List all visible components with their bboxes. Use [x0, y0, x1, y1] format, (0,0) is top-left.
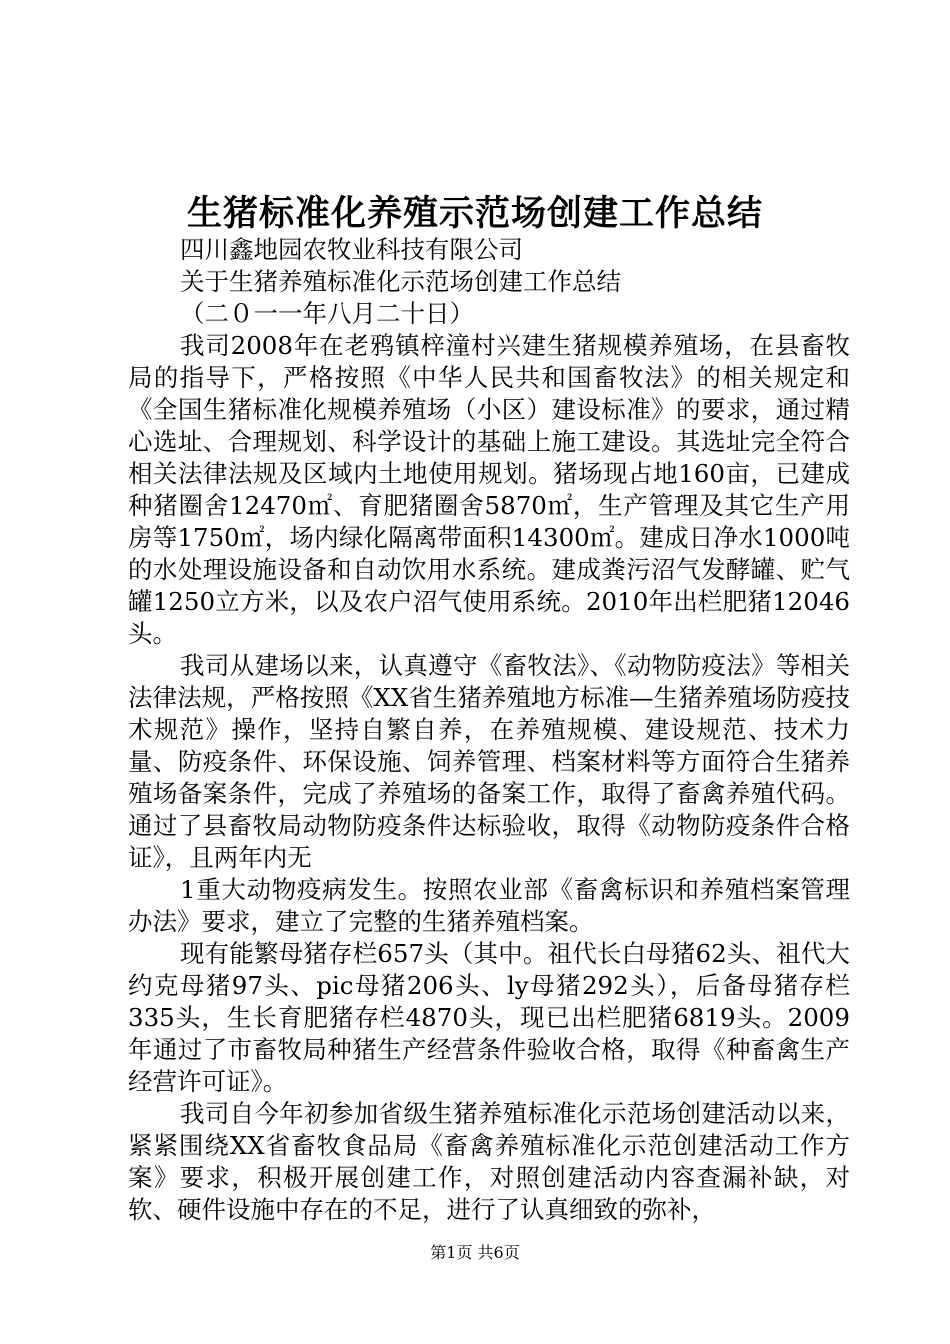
paragraph: 我司从建场以来，认真遵守《畜牧法》、《动物防疫法》等相关法律法规，严格按照《XX省生猪养殖地方标准—生猪养殖场防疫技术规范》操作，坚持自繁自养，在养殖规模、建设规范、技术力量、防疫条件、环保设施、饲养管理、档案材料等方面符合生猪养殖场备案条件，完成了养殖场的备案工作，取得了畜禽养殖代码。通过了县畜牧局动物防疫条件达标验收，取得《动物防疫条件合格证》，且两年内无: [128, 651, 850, 872]
paragraph: 1重大动物疫病发生。按照农业部《畜禽标识和养殖档案管理办法》要求，建立了完整的生猪养殖档案。: [128, 875, 850, 936]
company-name: 四川鑫地园农牧业科技有限公司: [180, 235, 523, 264]
document-title: 生猪标准化养殖示范场创建工作总结: [186, 193, 763, 234]
paragraph: 我司2008年在老鸦镇梓潼村兴建生猪规模养殖场，在县畜牧局的指导下，严格按照《中华人民共和国畜牧法》的相关规定和《全国生猪标准化规模养殖场（小区）建设标准》的要求，通过精心选址、合理规划、科学设计的基础上施工建设。其选址完全符合相关法律法规及区域内土地使用规划。猪场现占地160亩，已建成种猪圈舍12470㎡、育肥猪圈舍5870㎡，生产管理及其它生产用房等1750㎡，场内绿化隔离带面积14300㎡。建成日净水1000吨的水处理设施设备和自动饮用水系统。建成粪污沼气发酵罐、贮气罐1250立方米，以及农户沼气使用系统。2010年出栏肥猪12046头。: [128, 331, 850, 648]
paragraph: 现有能繁母猪存栏657头（其中。祖代长白母猪62头、祖代大约克母猪97头、pic母猪206头、ly母猪292头），后备母猪存栏335头，生长育肥猪存栏4870头，现已出栏肥猪6819头。2009年通过了市畜牧局种猪生产经营条件验收合格，取得《种畜禽生产经营许可证》。: [128, 939, 850, 1096]
paragraph: 我司自今年初参加省级生猪养殖标准化示范场创建活动以来，紧紧围绕XX省畜牧食品局《畜禽养殖标准化示范创建活动工作方案》要求，积极开展创建工作，对照创建活动内容查漏补缺，对软、硬件设施中存在的不足，进行了认真细致的弥补，: [128, 1099, 850, 1224]
page-number: 第1页 共6页: [430, 1243, 520, 1262]
document-subtitle: 关于生猪养殖标准化示范场创建工作总结: [180, 267, 621, 296]
document-date: （二０一一年八月二十日）: [180, 299, 474, 328]
document-body: [128, 234, 850, 1226]
